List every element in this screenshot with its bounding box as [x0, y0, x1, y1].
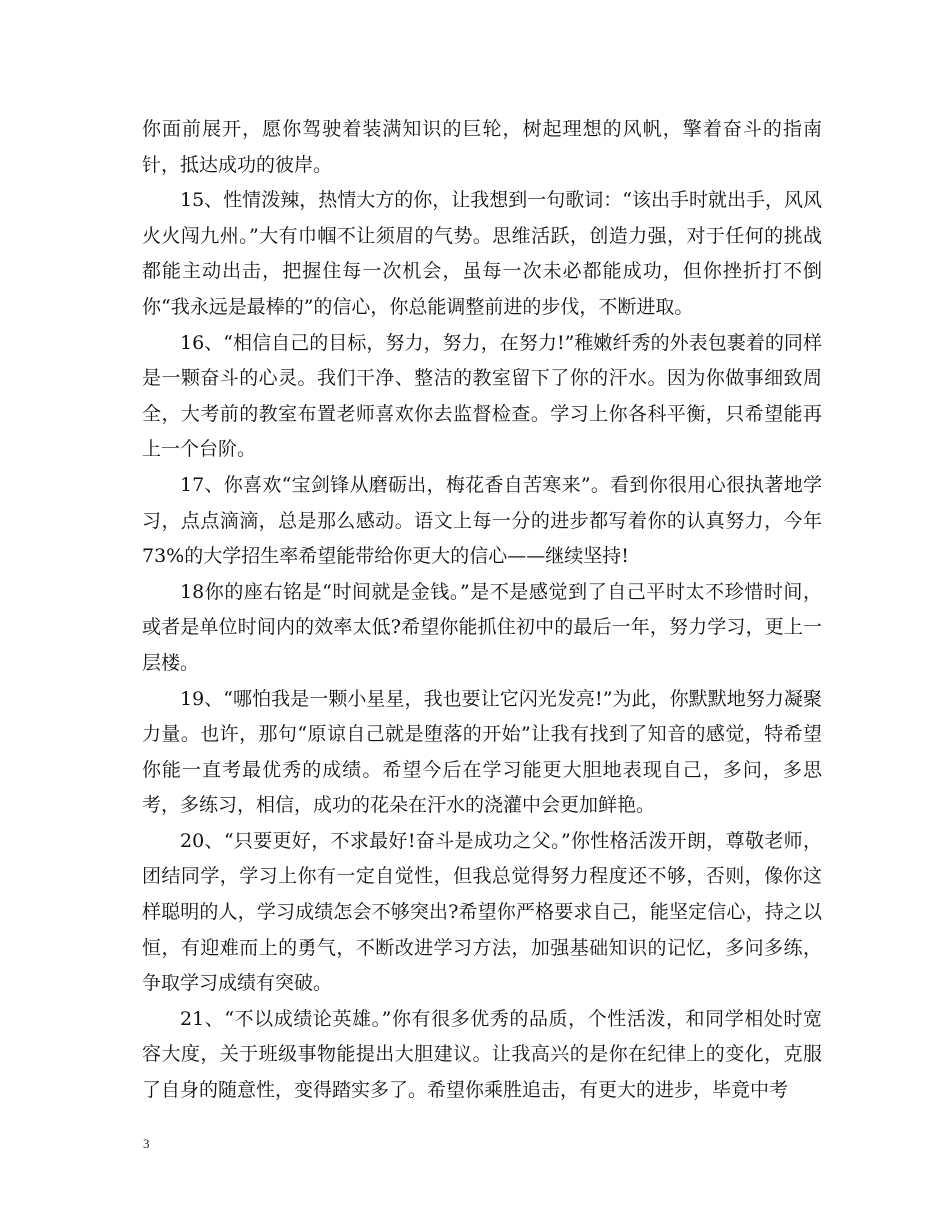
- document-body: [142, 112, 822, 1109]
- paragraph-20: 20、“只要更好，不求最好!奋斗是成功之父。”你性格活泼开朗，尊敬老师，团结同学，学习上你有一定自觉性，但我总觉得努力程度还不够，否则，像你这样聪明的人，学习成绩怎会不够突出?希望你严格要求自己，能坚定信心，持之以恒，有迎难而上的勇气，不断改进学习方法，加强基础知识的记忆，多问多练，争取学习成绩有突破。: [142, 829, 822, 995]
- paragraph-15: 15、性情泼辣，热情大方的你，让我想到一句歌词：“该出手时就出手，风风火火闯九州。”大有巾帼不让须眉的气势。思维活跃，创造力强，对于任何的挑战都能主动出击，把握住每一次机会，虽每一次未必都能成功，但你挫折打不倒你“我永远是最棒的”的信心，你总能调整前进的步伐，不断进取。: [142, 189, 822, 318]
- paragraph-0: 你面前展开，愿你驾驶着装满知识的巨轮，树起理想的风帆，擎着奋斗的指南针，抵达成功的彼岸。: [142, 118, 822, 176]
- page-number: 3: [143, 1136, 150, 1151]
- paragraph-16: 16、“相信自己的目标，努力，努力，在努力!”稚嫩纤秀的外表包裹着的同样是一颗奋斗的心灵。我们干净、整洁的教室留下了你的汗水。因为你做事细致周全，大考前的教室布置老师喜欢你去监督检查。学习上你各科平衡，只希望能再上一个台阶。: [142, 331, 822, 461]
- paragraph-19: 19、“哪怕我是一颗小星星，我也要让它闪光发亮!”为此，你默默地努力凝聚力量。也许，那句“原谅自己就是堕落的开始”让我有找到了知音的感觉，特希望你能一直考最优秀的成绩。希望今后在学习能更大胆地表现自己，多问，多思考，多练习，相信，成功的花朵在汗水的浇灌中会更加鲜艳。: [142, 687, 822, 817]
- paragraph-21: 21、“不以成绩论英雄。”你有很多优秀的品质，个性活泼，和同学相处时宽容大度，关于班级事物能提出大胆建议。让我高兴的是你在纪律上的变化，克服了自身的随意性，变得踏实多了。希望你乘胜追击，有更大的进步，毕竟中考: [142, 1007, 822, 1102]
- paragraph-18: 18你的座右铭是“时间就是金钱。”是不是感觉到了自己平时太不珍惜时间，或者是单位时间内的效率太低?希望你能抓住初中的最后一年，努力学习，更上一层楼。: [142, 580, 822, 674]
- paragraph-17: 17、你喜欢“宝剑锋从磨砺出，梅花香自苦寒来”。看到你很用心很执著地学习，点点滴滴，总是那么感动。语文上每一分的进步都写着你的认真努力，今年73%的大学招生率希望能带给你更大的信心——继续坚持!: [142, 473, 822, 568]
